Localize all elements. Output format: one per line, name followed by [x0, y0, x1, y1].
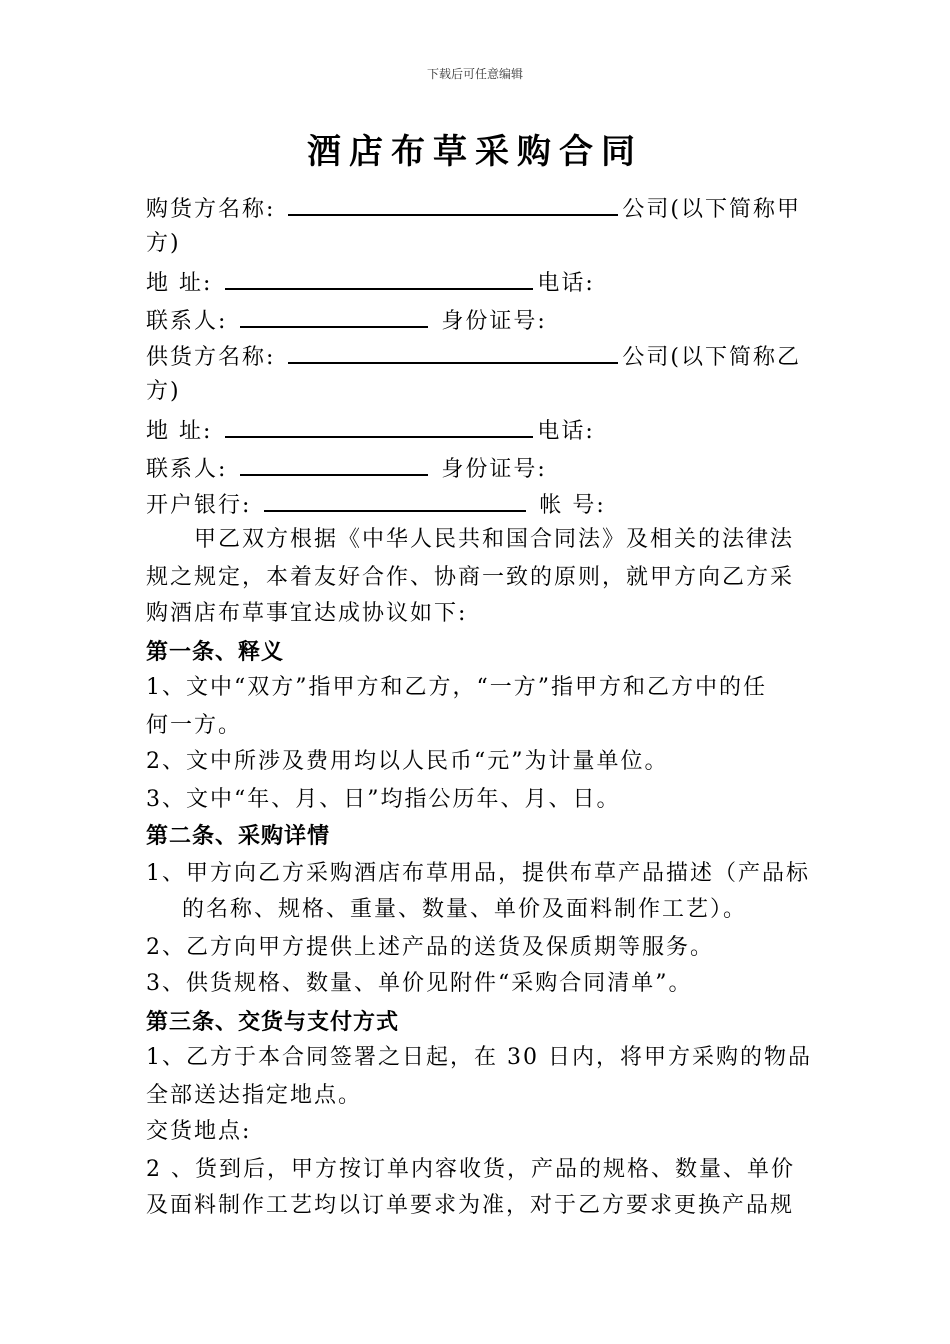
buyer-contact-line [146, 304, 547, 338]
article3-line: 及面料制作工艺均以订单要求为准，对于乙方要求更换产品规 [146, 1193, 795, 1218]
supplier-name-label: 供货方名称: [146, 345, 276, 370]
supplier-phone-label: 电话: [537, 419, 595, 444]
buyer-name-cont: 方) [146, 231, 181, 256]
preamble-line: 购酒店布草事宜达成协议如下: [146, 601, 468, 626]
supplier-name-suffix: 公司(以下简称乙 [622, 345, 802, 370]
article2-line: 2、乙方向甲方提供上述产品的送货及保质期等服务。 [146, 935, 714, 960]
article3-line: 全部送达指定地点。 [146, 1083, 363, 1108]
supplier-name-cont: 方) [146, 379, 181, 404]
preamble-line: 甲乙双方根据《中华人民共和国合同法》及相关的法律法 [194, 527, 795, 552]
buyer-name-line [146, 192, 801, 226]
supplier-bank-blank[interactable] [264, 488, 526, 512]
supplier-name-blank[interactable] [288, 340, 618, 364]
header-note: 下载后可任意编辑 [426, 67, 523, 81]
buyer-phone-label: 电话: [537, 271, 595, 296]
supplier-contact-line [146, 452, 547, 486]
document-title: 酒店布草采购合同 [307, 132, 643, 172]
supplier-bank-label: 开户银行: [146, 493, 252, 518]
article2-heading: 第二条、采购详情 [146, 823, 331, 849]
article3-line: 1、乙方于本合同签署之日起，在 30 日内，将甲方采购的物品 [146, 1045, 812, 1070]
supplier-id-label: 身份证号: [441, 457, 547, 482]
article1-heading: 第一条、释义 [146, 639, 285, 665]
article1-line: 3、文中“年、月、日”均指公历年、月、日。 [146, 787, 621, 812]
supplier-address-line [146, 414, 595, 448]
article1-line: 何一方。 [146, 713, 243, 738]
buyer-address-line [146, 266, 595, 300]
buyer-name-suffix: 公司(以下简称甲 [622, 197, 802, 222]
supplier-contact-blank[interactable] [240, 452, 428, 476]
supplier-address-label: 地 址: [146, 419, 213, 444]
supplier-contact-label: 联系人: [146, 457, 228, 482]
article2-line: 的名称、规格、重量、数量、单价及面料制作工艺）。 [182, 897, 748, 922]
buyer-name-blank[interactable] [288, 192, 618, 216]
buyer-contact-blank[interactable] [240, 304, 428, 328]
article3-heading: 第三条、交货与支付方式 [146, 1009, 400, 1035]
article2-line: 1、甲方向乙方采购酒店布草用品，提供布草产品描述（产品标 [146, 861, 810, 886]
buyer-address-label: 地 址: [146, 271, 213, 296]
article2-line: 3、供货规格、数量、单价见附件“采购合同清单”。 [146, 971, 693, 996]
supplier-address-blank[interactable] [225, 414, 533, 438]
supplier-name-line [146, 340, 801, 374]
article3-line: 交货地点: [146, 1119, 252, 1144]
article3-line: 2 、货到后，甲方按订单内容收货，产品的规格、数量、单价 [146, 1157, 795, 1182]
buyer-address-blank[interactable] [225, 266, 533, 290]
preamble-line: 规之规定，本着友好合作、协商一致的原则，就甲方向乙方采 [146, 565, 795, 590]
buyer-contact-label: 联系人: [146, 309, 228, 334]
article1-line: 1、文中“双方”指甲方和乙方，“一方”指甲方和乙方中的任 [146, 675, 767, 700]
article1-line: 2、文中所涉及费用均以人民币“元”为计量单位。 [146, 749, 669, 774]
buyer-id-label: 身份证号: [441, 309, 547, 334]
supplier-bank-line [146, 488, 606, 522]
buyer-name-label: 购货方名称: [146, 197, 276, 222]
supplier-account-label: 帐 号: [539, 493, 606, 518]
